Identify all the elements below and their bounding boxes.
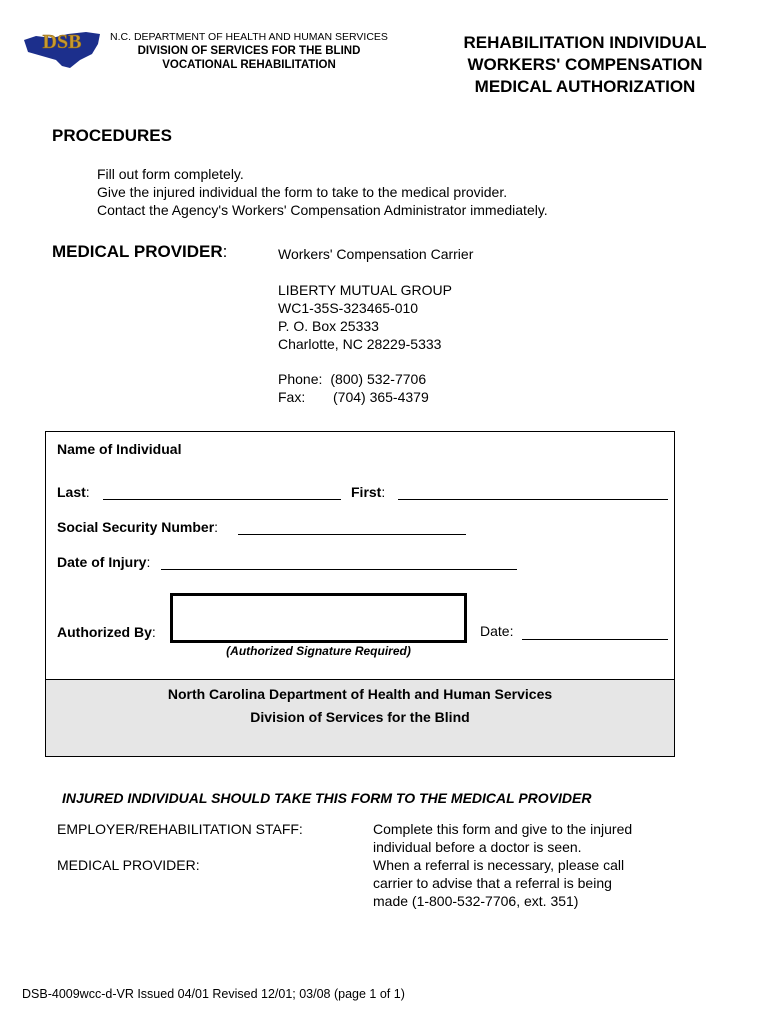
signature-box[interactable] (170, 593, 467, 643)
procedure-item: Fill out form completely. (97, 166, 244, 182)
phone-number: (800) 532-7706 (330, 371, 427, 387)
carrier-policy: WC1-35S-323465-010 (278, 300, 419, 316)
last-name-label-text: Last (57, 484, 86, 500)
form-title (440, 32, 730, 98)
date-field[interactable] (522, 639, 668, 640)
carrier-label: Workers' Compensation Carrier (278, 246, 474, 262)
date-label: Date: (480, 623, 514, 639)
title-line-2: WORKERS' COMPENSATION (467, 55, 703, 74)
authorization-form (45, 431, 675, 757)
form-id-footer: DSB-4009wcc-d-VR Issued 04/01 Revised 12/01; 03/08 (page 1 of 1) (22, 987, 405, 1001)
procedures-heading: PROCEDURES (52, 126, 172, 145)
name-of-individual-heading: Name of Individual (57, 441, 182, 457)
colon: : (146, 554, 151, 570)
medical-provider-heading (52, 242, 227, 262)
fax-number: (704) 365-4379 (333, 389, 429, 405)
first-name-field[interactable] (398, 499, 668, 500)
medical-provider-text (373, 856, 624, 910)
provider-text-line: made (1-800-532-7706, ext. 351) (373, 893, 579, 909)
colon: : (85, 484, 90, 500)
date-of-injury-field[interactable] (161, 569, 517, 570)
footer-division: Division of Services for the Blind (250, 709, 470, 725)
colon: : (381, 484, 386, 500)
employer-text-line: Complete this form and give to the injured (373, 821, 633, 837)
title-line-1: REHABILITATION INDIVIDUAL (463, 33, 707, 52)
last-name-field[interactable] (103, 499, 341, 500)
authorized-by-label (57, 624, 156, 640)
procedures-list (97, 165, 548, 219)
ssn-label-text: Social Security Number (57, 519, 215, 535)
last-name-label (57, 484, 90, 500)
carrier-po-box: P. O. Box 25333 (278, 318, 379, 334)
employer-staff-label: EMPLOYER/REHABILITATION STAFF: (57, 821, 303, 837)
provider-text-line: When a referral is necessary, please call (373, 857, 625, 873)
agency-line-2: DIVISION OF SERVICES FOR THE BLIND (137, 45, 361, 57)
signature-note: (Authorized Signature Required) (226, 644, 411, 658)
agency-line-1: N.C. DEPARTMENT OF HEALTH AND HUMAN SERVICES (110, 31, 388, 43)
carrier-city: Charlotte, NC 28229-5333 (278, 336, 442, 352)
date-of-injury-label (57, 554, 150, 570)
ssn-field[interactable] (238, 534, 466, 535)
colon: : (214, 519, 219, 535)
provider-text-line: carrier to advise that a referral is being (373, 875, 612, 891)
employer-staff-text (373, 820, 632, 856)
ssn-label (57, 519, 218, 535)
dsb-logo (22, 26, 102, 72)
agency-line-3: VOCATIONAL REHABILITATION (162, 59, 336, 71)
procedure-item: Give the injured individual the form to take to the medical provider. (97, 184, 508, 200)
first-name-label-text: First (351, 484, 382, 500)
agency-header (104, 30, 394, 72)
logo-text: DSB (42, 31, 82, 53)
medical-provider-label: MEDICAL PROVIDER: (57, 857, 200, 873)
phone-label: Phone: (278, 371, 323, 387)
footer-department: North Carolina Department of Health and Human Services (167, 686, 553, 702)
first-name-label (351, 484, 385, 500)
carrier-company: LIBERTY MUTUAL GROUP (278, 282, 453, 298)
employer-text-line: individual before a doctor is seen. (373, 839, 582, 855)
carrier-address (278, 281, 452, 353)
colon: : (151, 624, 156, 640)
medical-provider-heading-text: MEDICAL PROVIDER (52, 242, 223, 261)
form-footer-band (46, 679, 674, 756)
instructions-heading: INJURED INDIVIDUAL SHOULD TAKE THIS FORM TO THE MEDICAL PROVIDER (62, 790, 592, 806)
carrier-contact (278, 370, 429, 406)
fax-label: Fax: (278, 389, 306, 405)
date-of-injury-label-text: Date of Injury (57, 554, 147, 570)
heading-colon: : (222, 242, 228, 261)
authorized-by-label-text: Authorized By (57, 624, 152, 640)
procedure-item: Contact the Agency's Workers' Compensation Administrator immediately. (97, 202, 548, 218)
title-line-3: MEDICAL AUTHORIZATION (474, 77, 696, 96)
